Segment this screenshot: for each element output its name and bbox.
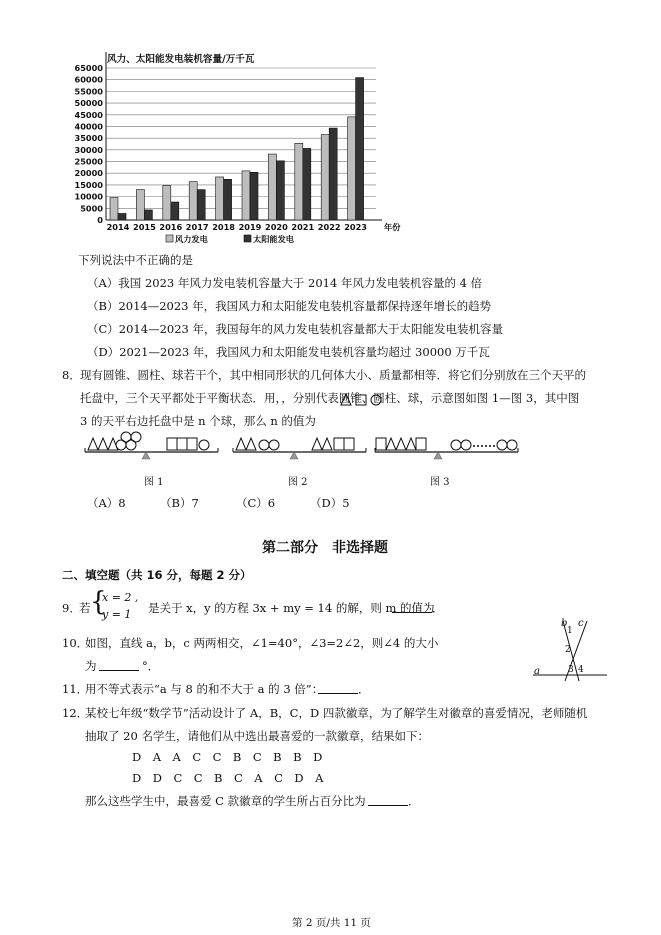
cylinder-icon [356, 395, 366, 405]
legend-swatch [166, 235, 173, 242]
part2-title: 第二部分 非选择题 [262, 540, 388, 556]
bar-风力发电-2018 [216, 177, 224, 220]
x-tick-label: 2019 [238, 222, 262, 232]
bar-太阳能发电-2018 [224, 179, 232, 220]
y-tick-label: 10000 [74, 191, 103, 202]
q12-line3: 那么这些学生中，最喜爱 C 款徽章的学生所占百分比为 [85, 794, 366, 808]
q12-number: 12． [62, 706, 89, 720]
q9-text: 是关于 x，y 的方程 3x + my = 14 的解，则 m 的值为 [148, 601, 435, 615]
x-tick-label: 2022 [317, 222, 341, 232]
q9-equation-1: x = 2 , [102, 591, 139, 604]
fig-label-2: 图 2 [288, 477, 308, 488]
q10-answer-blank[interactable] [99, 660, 139, 671]
bar-风力发电-2021 [295, 143, 303, 220]
y-tick-label: 65000 [74, 63, 103, 73]
q8-option-b: （B）7 [160, 496, 199, 510]
bar-风力发电-2023 [348, 117, 356, 220]
bar-chart [0, 0, 661, 250]
q8-option-d: （D）5 [310, 496, 350, 510]
q9-number: 9． [62, 601, 81, 615]
q9-prefix: 若 [79, 601, 91, 615]
q8-number: 8． [62, 368, 81, 382]
y-tick-label: 55000 [74, 86, 103, 97]
q10-line2-suffix: °． [142, 659, 160, 673]
q10-label-3: 3 [568, 665, 574, 675]
q10-label-b: b [561, 618, 568, 629]
y-tick-label: 25000 [74, 156, 103, 167]
x-tick-label: 2018 [212, 222, 235, 232]
bar-太阳能发电-2020 [276, 161, 284, 220]
bar-风力发电-2016 [163, 185, 171, 220]
bar-风力发电-2014 [110, 198, 118, 220]
x-tick-label: 2016 [159, 222, 183, 232]
q9-brace: { [90, 587, 107, 617]
q11-answer-blank[interactable] [318, 683, 358, 694]
y-tick-label: 5000 [80, 203, 103, 214]
q9-equation-2: y = 1 [102, 608, 132, 621]
q7-option-a: （A）我国 2023 年风力发电装机容量大于 2014 年风力发电装机容量的 4 倍 [87, 276, 483, 290]
y-tick-label: 60000 [74, 74, 103, 85]
legend-label: 太阳能发电 [253, 234, 294, 244]
shape-legend-icons [340, 393, 384, 407]
page-footer: 第 2 页/共 11 页 [292, 917, 371, 929]
y-tick-label: 45000 [74, 109, 103, 120]
bar-风力发电-2019 [242, 171, 250, 220]
q10-label-1: 1 [567, 626, 573, 636]
y-tick-label: 20000 [74, 168, 103, 179]
x-tick-label: 2021 [291, 222, 315, 232]
q12-data-row-2: D D C C B C A C D A [132, 771, 324, 785]
y-tick-label: 40000 [74, 121, 103, 132]
q10-number: 10． [62, 636, 89, 650]
bar-太阳能发电-2015 [144, 210, 152, 220]
q10-label-a: a [534, 666, 540, 677]
q8-option-a: （A）8 [87, 496, 126, 510]
section-fill-in-blank: 二、填空题（共 16 分，每题 2 分） [62, 568, 252, 582]
q7-prompt: 下列说法中不正确的是 [78, 253, 193, 267]
q10-line1: 如图，直线 a，b，c 两两相交，∠1=40°，∠3=2∠2，则∠4 的大小 [85, 636, 439, 650]
x-tick-label: 2020 [265, 222, 288, 232]
q8-line1: 现有圆锥、圆柱、球若干个，其中相同形状的几何体大小、质量都相等．将它们分别放在三个天平的 [80, 368, 586, 382]
y-tick-label: 50000 [74, 98, 103, 109]
q11-text: 用不等式表示“a 与 8 的和不大于 a 的 3 倍”： [85, 682, 324, 696]
q11-end: ． [358, 682, 370, 696]
q7-option-d: （D）2021—2023 年，我国风力和太阳能发电装机容量均超过 30000 万千瓦 [87, 345, 490, 359]
bar-风力发电-2015 [136, 190, 144, 220]
q12-data-row-1: D A A C C B C B B D [132, 750, 323, 764]
bar-太阳能发电-2019 [250, 172, 258, 220]
q12-line2: 抽取了 20 名学生，请他们从中选出最喜爱的一款徽章，结果如下： [85, 729, 429, 743]
q9-answer-blank[interactable] [392, 602, 432, 613]
x-tick-label: 2015 [133, 222, 156, 232]
q10-label-2: 2 [565, 645, 571, 655]
balance-figure-2 [233, 438, 366, 459]
q10-label-c: c [578, 618, 584, 629]
y-tick-label: 30000 [74, 144, 103, 155]
balance-figure-3 [375, 438, 518, 459]
bar-风力发电-2017 [189, 182, 197, 220]
x-tick-label: 2023 [344, 222, 367, 232]
legend-swatch [244, 235, 251, 242]
bar-太阳能发电-2014 [118, 213, 126, 220]
x-axis-label: 年份 [384, 222, 401, 232]
y-tick-label: 0 [97, 215, 103, 225]
y-tick-label: 35000 [74, 133, 103, 144]
bar-太阳能发电-2023 [356, 78, 364, 220]
sphere-icon [371, 395, 381, 405]
q8-option-c: （C）6 [236, 496, 276, 510]
bar-风力发电-2022 [321, 135, 329, 220]
q10-line2-prefix: 为 [85, 659, 97, 673]
q8-line2: 托盘中，三个天平都处于平衡状态．用，，分别代表圆锥、圆柱、球，示意图如图 1—图 3，其中图 [80, 391, 580, 405]
q11-number: 11． [62, 682, 89, 696]
q12-end: ． [408, 794, 420, 808]
bar-太阳能发电-2021 [303, 148, 311, 220]
q7-option-b: （B）2014—2023 年，我国风力和太阳能发电装机容量都保持逐年增长的趋势 [87, 299, 492, 313]
chart-title: 风力、太阳能发电装机容量/万千瓦 [107, 54, 255, 65]
cone-icon [341, 394, 351, 405]
bar-太阳能发电-2017 [197, 190, 205, 220]
balance-figure-1 [85, 432, 218, 459]
q12-answer-blank[interactable] [368, 795, 408, 806]
y-tick-label: 15000 [74, 179, 103, 190]
bar-风力发电-2020 [268, 154, 276, 220]
q12-line1: 某校七年级“数学节”活动设计了 A，B，C，D 四款徽章，为了解学生对徽章的喜爱情况，老师随机 [85, 706, 588, 720]
x-tick-label: 2017 [185, 222, 209, 232]
q10-label-4: 4 [578, 665, 584, 675]
bar-太阳能发电-2022 [329, 128, 337, 220]
fig-label-1: 图 1 [144, 477, 164, 488]
fig-label-3: 图 3 [430, 477, 450, 488]
x-tick-label: 2014 [106, 222, 130, 232]
q9-end: ． [432, 601, 444, 615]
legend-label: 风力发电 [175, 234, 208, 244]
q7-option-c: （C）2014—2023 年，我国每年的风力发电装机容量都大于太阳能发电装机容量 [87, 322, 503, 336]
bar-太阳能发电-2016 [171, 202, 179, 220]
q8-line3: 3 的天平右边托盘中是 n 个球，那么 n 的值为 [80, 414, 316, 428]
